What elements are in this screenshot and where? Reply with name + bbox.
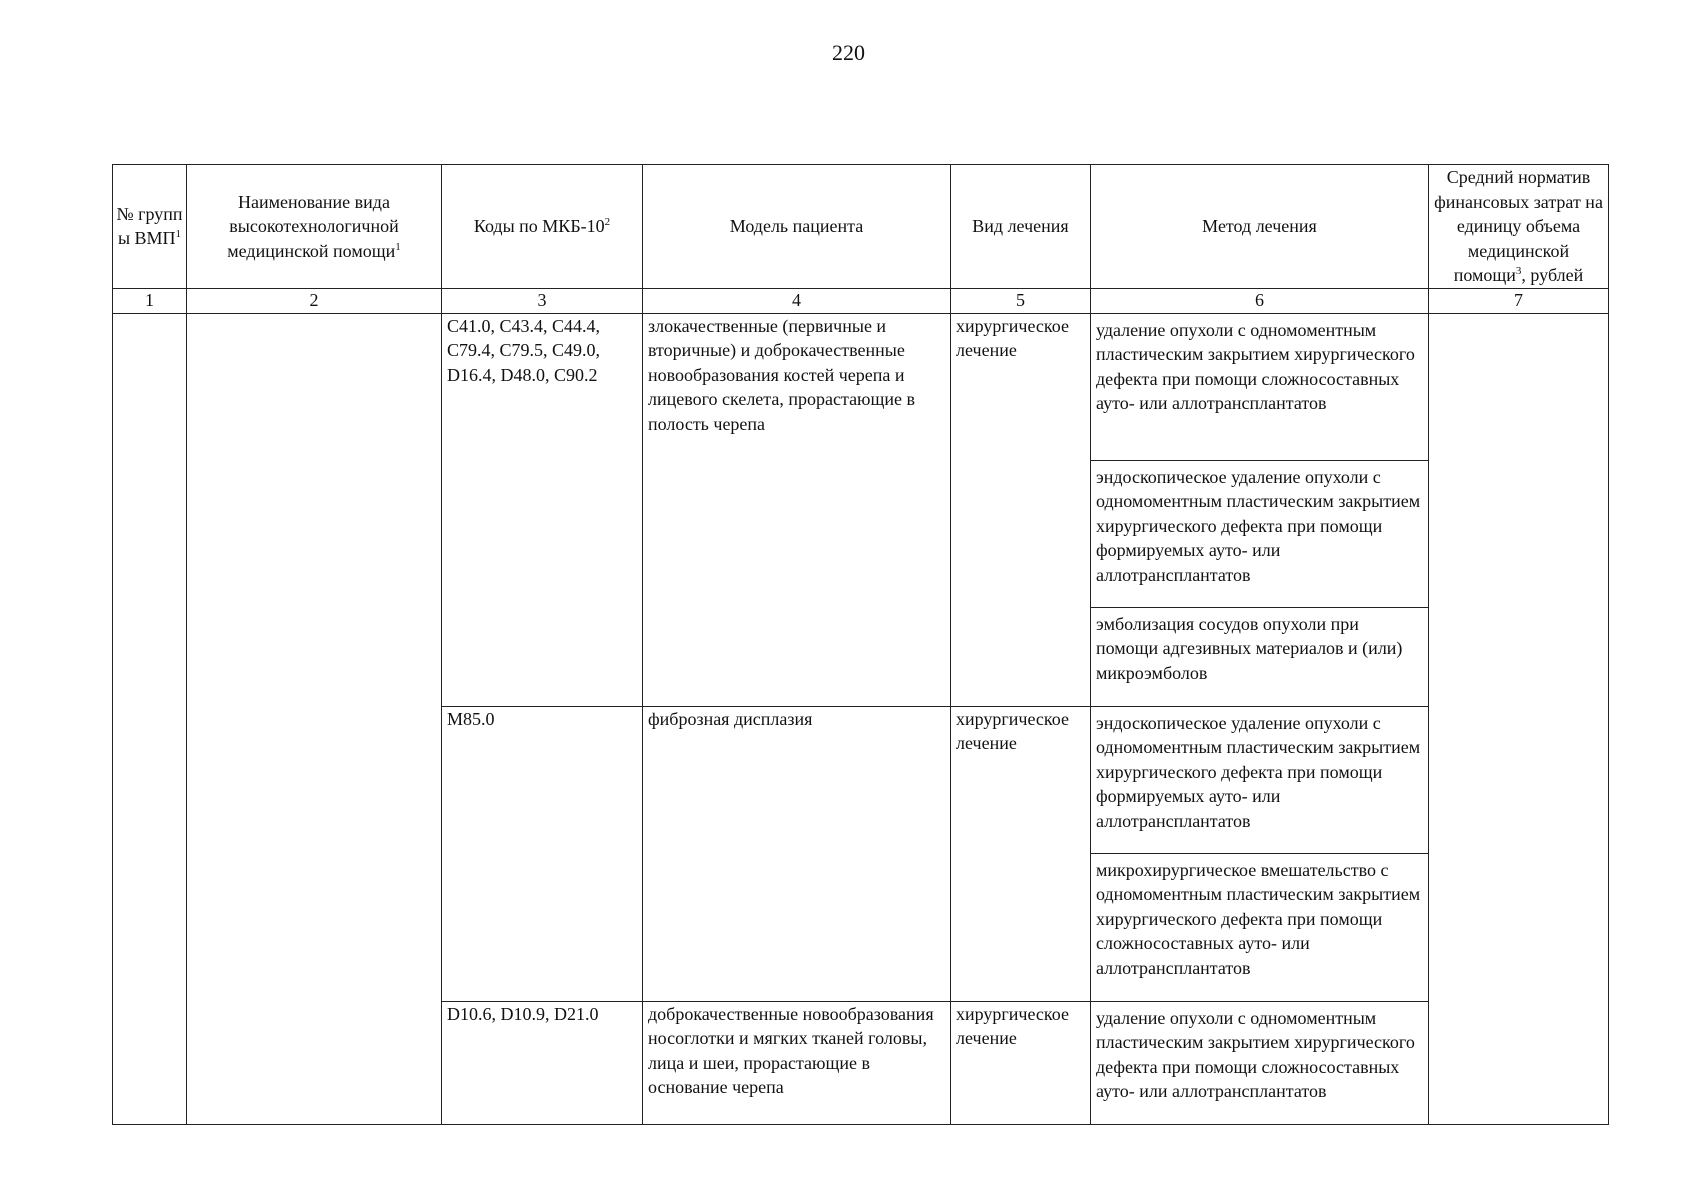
page-number: 220 [832, 40, 865, 65]
header-patient-model: Модель пациента [643, 165, 951, 289]
care-type-cell [187, 313, 442, 1124]
patient-model-cell: злокачественные (первичные и вторичные) и доброкачественные новообразования костей черепа и лицевого скелета, прорастающие в полость черепа [643, 313, 951, 706]
treatment-methods-cell [1091, 1001, 1429, 1124]
table-row [113, 313, 1609, 706]
column-number: 1 [113, 288, 187, 313]
treatment-type-cell: хирургическое лечение [951, 313, 1091, 706]
cost-standard-cell [1429, 313, 1609, 1124]
column-number-row [113, 288, 1609, 313]
treatment-methods-cell [1091, 313, 1429, 706]
treatment-type-cell: хирургическое лечение [951, 1001, 1091, 1124]
column-number: 4 [643, 288, 951, 313]
column-number: 3 [442, 288, 643, 313]
treatment-method: эндоскопическое удаление опухоли с одномоментным пластическим закрытием хирургического дефекта при помощи формируемых ауто- или аллотрансплантатов [1091, 707, 1428, 854]
header-care-type: Наименование вида высокотехнологичной медицинской помощи$^1$ [187, 165, 442, 289]
vmp-table [112, 164, 1609, 1125]
icd-codes-cell: D10.6, D10.9, D21.0 [442, 1001, 643, 1124]
header-icd-codes: Коды по МКБ-$10^2$ [442, 165, 643, 289]
icd-codes-cell: C41.0, C43.4, C44.4, C79.4, C79.5, C49.0, D16.4, D48.0, C90.2 [442, 313, 643, 706]
header-row [113, 165, 1609, 289]
header-group-number: № групп ы ВМП$^1$ [113, 165, 187, 289]
icd-codes-cell: M85.0 [442, 706, 643, 1001]
header-cost-standard: Средний норматив финансовых затрат на единицу объема медицинской помощи$^3$, рублей [1429, 165, 1609, 289]
patient-model-cell: фиброзная дисплазия [643, 706, 951, 1001]
treatment-type-cell: хирургическое лечение [951, 706, 1091, 1001]
group-number-cell [113, 313, 187, 1124]
patient-model-cell: доброкачественные новообразования носоглотки и мягких тканей головы, лица и шеи, прорастающие в основание черепа [643, 1001, 951, 1124]
header-treatment-type: Вид лечения [951, 165, 1091, 289]
treatment-method: микрохирургическое вмешательство с одномоментным пластическим закрытием хирургического дефекта при помощи сложносоставных ауто- или аллотрансплантатов [1096, 859, 1421, 978]
treatment-method: эмболизация сосудов опухоли при помощи адгезивных материалов и (или) микроэмболов [1096, 613, 1403, 683]
treatment-methods-cell [1091, 706, 1429, 1001]
treatment-method: удаление опухоли с одномоментным пластическим закрытием хирургического дефекта при помощи сложносоставных ауто- или аллотрансплантатов [1091, 314, 1428, 461]
treatment-method: удаление опухоли с одномоментным пластическим закрытием хирургического дефекта при помощи сложносоставных ауто- или аллотрансплантатов [1096, 1007, 1415, 1101]
header-treatment-method: Метод лечения [1091, 165, 1429, 289]
column-number: 2 [187, 288, 442, 313]
treatment-method: эндоскопическое удаление опухоли с одномоментным пластическим закрытием хирургического дефекта при помощи формируемых ауто- или аллотрансплантатов [1091, 461, 1428, 608]
column-number: 7 [1429, 288, 1609, 313]
column-number: 5 [951, 288, 1091, 313]
column-number: 6 [1091, 288, 1429, 313]
